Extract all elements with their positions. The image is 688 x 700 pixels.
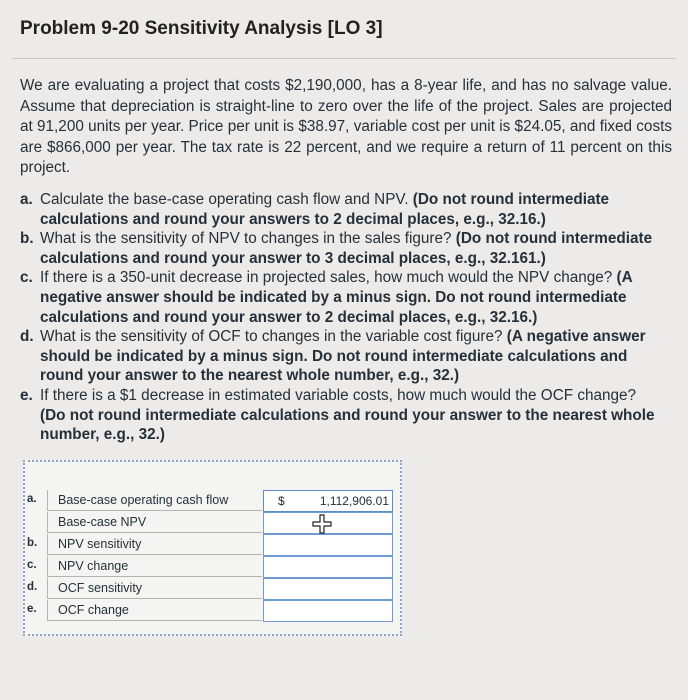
- npv-change-input[interactable]: [263, 556, 393, 578]
- question-e: [20, 386, 660, 445]
- question-text: If there is a $1 decrease in estimated variable costs, how much would the OCF change?: [40, 386, 637, 404]
- answer-table: [23, 460, 402, 636]
- question-instruction: (Do not round intermediate calculations and round your answer to 3 decimal places, e.g., 32.161.): [40, 230, 653, 267]
- question-list: [20, 190, 660, 445]
- question-instruction: (Do not round intermediate calculations and round your answers to 2 decimal places, e.g., 32.16.): [40, 191, 610, 228]
- question-letter: b.: [20, 230, 34, 248]
- answer-letter: b.: [27, 537, 38, 549]
- answer-label: OCF change: [47, 600, 262, 621]
- ocf-change-input[interactable]: [263, 600, 393, 622]
- answer-letter: d.: [27, 581, 38, 593]
- problem-title: Problem 9-20 Sensitivity Analysis [LO 3]: [20, 18, 383, 39]
- question-text: If there is a 350-unit decrease in projected sales, how much would the NPV change?: [40, 269, 613, 287]
- question-a: [20, 190, 660, 229]
- question-letter: d.: [20, 328, 34, 346]
- question-d: [20, 327, 660, 386]
- question-text: Calculate the base-case operating cash flow and NPV.: [40, 191, 409, 208]
- npv-sensitivity-input[interactable]: [263, 534, 393, 556]
- question-letter: a.: [20, 191, 33, 208]
- answer-label: NPV sensitivity: [47, 534, 262, 555]
- question-letter: c.: [20, 269, 33, 287]
- answer-letter: c.: [27, 559, 37, 571]
- currency-symbol: $: [278, 494, 285, 508]
- question-text: What is the sensitivity of OCF to changes in the variable cost figure?: [40, 328, 503, 346]
- question-instruction: (Do not round intermediate calculations and round your answer to the nearest whole number, e.g., 32.): [40, 406, 655, 444]
- move-cursor-icon: [312, 514, 332, 534]
- ocf-sensitivity-input[interactable]: [263, 578, 393, 600]
- ocf-answer-input[interactable]: [263, 490, 393, 512]
- question-letter: e.: [20, 386, 33, 404]
- answer-label: Base-case NPV: [47, 512, 262, 533]
- answer-label: Base-case operating cash flow: [47, 490, 262, 511]
- answer-letter: a.: [27, 493, 37, 505]
- problem-description: We are evaluating a project that costs $2,190,000, has a 8-year life, and has no salvage value. Assume that depreciation is straight-line to zero over the life of the project. Sales are projected at 91,200 units per year. Price per unit is $38.97, variable cost per unit is $24.05, and fixed costs are $866,000 per year. The tax rate is 22 percent, and we require a return of 11 percent on this project.: [20, 77, 672, 176]
- question-c: [20, 268, 660, 327]
- question-instruction: (A negative answer should be indicated by a minus sign. Do not round intermediate calculations and round your answer to 2 decimal places, e.g., 32.16.): [40, 269, 633, 326]
- question-instruction: (A negative answer should be indicated by a minus sign. Do not round intermediate calculations and round your answer to the nearest whole number, e.g., 32.): [40, 328, 646, 385]
- answer-value: 1,112,906.01: [319, 494, 389, 508]
- answer-label: NPV change: [47, 556, 262, 577]
- answer-letter: e.: [27, 603, 37, 615]
- title-divider: [12, 58, 676, 59]
- question-text: What is the sensitivity of NPV to changes in the sales figure?: [40, 230, 452, 248]
- question-b: [20, 229, 660, 268]
- answer-label: OCF sensitivity: [47, 578, 262, 599]
